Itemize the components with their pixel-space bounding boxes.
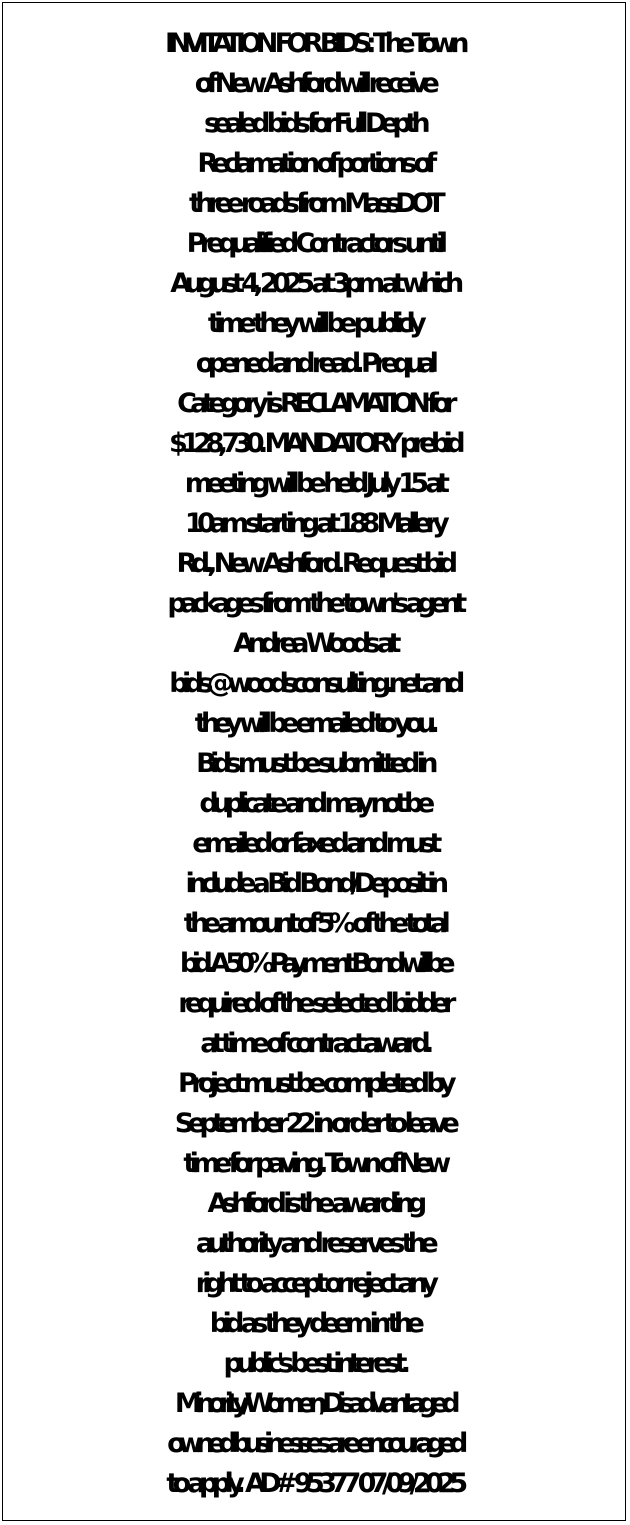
ad-text-line: Bids must be submitted in	[196, 748, 432, 779]
ad-text-line: time for paving. Town of New	[183, 1148, 445, 1179]
ad-text-line: $128,730. MANDATORY prebid	[169, 428, 459, 459]
ad-text-line: owned businesses are encouraged	[167, 1428, 461, 1459]
legal-notice-ad	[2, 2, 626, 1521]
ad-text-line: meeting will be held July 15 at	[184, 468, 444, 499]
ad-text-line: September 22 in order to leave	[174, 1108, 454, 1139]
ad-text-line: include a Bid Bond/Deposit in	[185, 868, 443, 899]
ad-text-line: emailed or faxed and must	[192, 828, 436, 859]
ad-text-line: authority and reserves the	[195, 1228, 433, 1259]
ad-text-line: packages from the town's agent	[167, 588, 461, 619]
ad-text-line: bid. A 50% Payment Bond will be	[179, 948, 449, 979]
ad-text-line: they will be emailed to you.	[194, 708, 434, 739]
ad-text-line: time they will be publicly	[207, 308, 421, 339]
ad-text-line: opened and read. Prequal	[195, 348, 433, 379]
ad-text-line: 10am starting at 188 Mallery	[184, 508, 444, 539]
ad-text-line: Category is RECLAMATION for	[177, 388, 451, 419]
ad-text-line: Ashford is the awarding	[207, 1188, 421, 1219]
ad-text-line: Reclamation of portions of	[197, 148, 431, 179]
ad-text-line: sealed bids for Full Depth	[203, 108, 425, 139]
ad-text-line: public's best interest.	[223, 1348, 405, 1379]
ad-text-line: Rd., New Ashford. Request bid	[176, 548, 452, 579]
ad-text-line: Project must be completed by	[178, 1068, 450, 1099]
ad-text-line-email: bids@woodsconsulting.net and	[169, 668, 459, 699]
ad-text-line: right to accept or reject any	[195, 1268, 433, 1299]
ad-text-line: Andrea Woods at	[233, 628, 395, 659]
ad-body-text	[3, 24, 625, 1504]
ad-text-line-ad-number: to apply. AD# 95377 07/09/2025	[166, 1468, 462, 1499]
ad-text-line: August 4, 2025 at 3pm at which	[170, 268, 458, 299]
ad-text-line: INVITATION FOR BIDS: The Town	[165, 28, 463, 59]
ad-text-line: three roads from MassDOT	[188, 188, 440, 219]
ad-text-line: duplicate and may not be	[199, 788, 429, 819]
ad-text-line: the amount of 5% of the total	[183, 908, 445, 939]
ad-text-line: bid as they deem in the	[209, 1308, 419, 1339]
ad-text-line: Prequalified Contractors until	[186, 228, 442, 259]
ad-text-line: required of the selected bidder	[178, 988, 450, 1019]
ad-text-line: of New Ashford will receive	[194, 68, 434, 99]
ad-text-line: at time of contract award.	[200, 1028, 428, 1059]
ad-text-line: Minority/Women/Disadvantaged	[174, 1388, 454, 1419]
